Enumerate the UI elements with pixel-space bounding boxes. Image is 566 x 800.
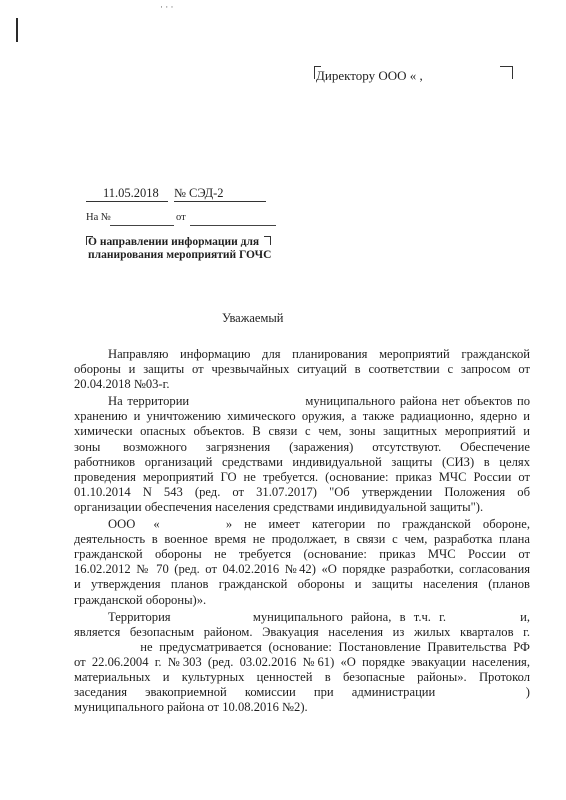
body-paragraph-1 [74, 347, 530, 392]
reference-row [86, 212, 111, 223]
body-line: На территории муниципального района нет объектов по [108, 394, 530, 409]
reference-no-line [110, 225, 174, 226]
body-line: зоны возможного загрязнения (заражения) отсутствуют. Обеспечение [74, 439, 530, 454]
body-line: материальных и культурных ценностей в безопасные районы». Протокол [74, 669, 530, 684]
body-paragraph-3 [74, 517, 530, 608]
addressee-bracket-right [500, 66, 513, 79]
body-line: заседания эвакоприемной комиссии при администрации ) [74, 685, 530, 700]
body-line: не предусматривается (основание: Постановление Правительства РФ [74, 639, 530, 654]
top-mark: · · · [160, 2, 174, 12]
body-paragraph-2 [74, 394, 530, 515]
body-line: работников организаций средствами индивидуальной защиты (СИЗ) в целях [74, 454, 530, 469]
registration-date-line [86, 201, 168, 202]
greeting: Уважаемый [222, 311, 284, 325]
body-line: от 22.06.2004 г. №303 (ред. 03.02.2016 №61) «О порядке эвакуации населения, [74, 654, 530, 669]
body-line: 01.10.2014 N 543 (ред. от 31.07.2017) "Об утверждении Положения об [74, 484, 530, 499]
body-line: муниципального района от 10.08.2016 №2). [74, 700, 308, 715]
body-line: Направляю информацию для планирования мероприятий гражданской [108, 347, 530, 361]
body-line: гражданской обороны)». [74, 592, 207, 607]
body-line: проведения мероприятий ГО не требуется. (основание: приказ МЧС России от [74, 469, 530, 484]
body-line: деятельность в военное время не продолжает, в связи с чем, разработка плана [74, 532, 530, 547]
registration-number: № СЭД-2 [174, 186, 224, 200]
reference-from-label: от [176, 212, 186, 223]
body-paragraph-4 [74, 610, 530, 716]
body-line: обороны и защиты от чрезвычайных ситуаций в соответствии с запросом от [74, 362, 530, 377]
body-line: хранению и уничтожению химического оружия, а также радиационно, ядерно и [74, 409, 530, 424]
body-line: организации обеспечения населения средствами индивидуальной защиты"). [74, 499, 484, 514]
body-line: гражданской обороны не требуется (основание: приказ МЧС России от [74, 547, 530, 562]
registration-date: 11.05.2018 [103, 186, 159, 200]
body-line: 16.02.2012 № 70 (ред. от 04.02.2016 №42) «О порядке разработки, согласования [74, 562, 530, 577]
letter-body [74, 347, 530, 717]
body-line: ООО « » не имеет категории по гражданской обороне, [108, 517, 530, 532]
addressee: Директору ООО « , [316, 68, 423, 83]
registration-number-line [174, 201, 266, 202]
reference-from-line [190, 225, 276, 226]
reference-no-label: На № [86, 212, 111, 223]
body-line: 20.04.2018 №03-г. [74, 377, 170, 392]
body-line: Территория муниципального района, в т.ч. г. и, [108, 609, 530, 624]
body-line: и утверждения планов гражданской обороны и защиты населения (планов [74, 577, 530, 592]
body-line: химически опасных объектов. В связи с чем, зоны защитных мероприятий и [74, 424, 530, 439]
scan-edge-mark [16, 18, 18, 42]
body-line: является безопасным районом. Эвакуация населения из жилых кварталов г. [74, 624, 530, 639]
subject: О направлении информации для планирования мероприятий ГОЧС [88, 236, 272, 261]
